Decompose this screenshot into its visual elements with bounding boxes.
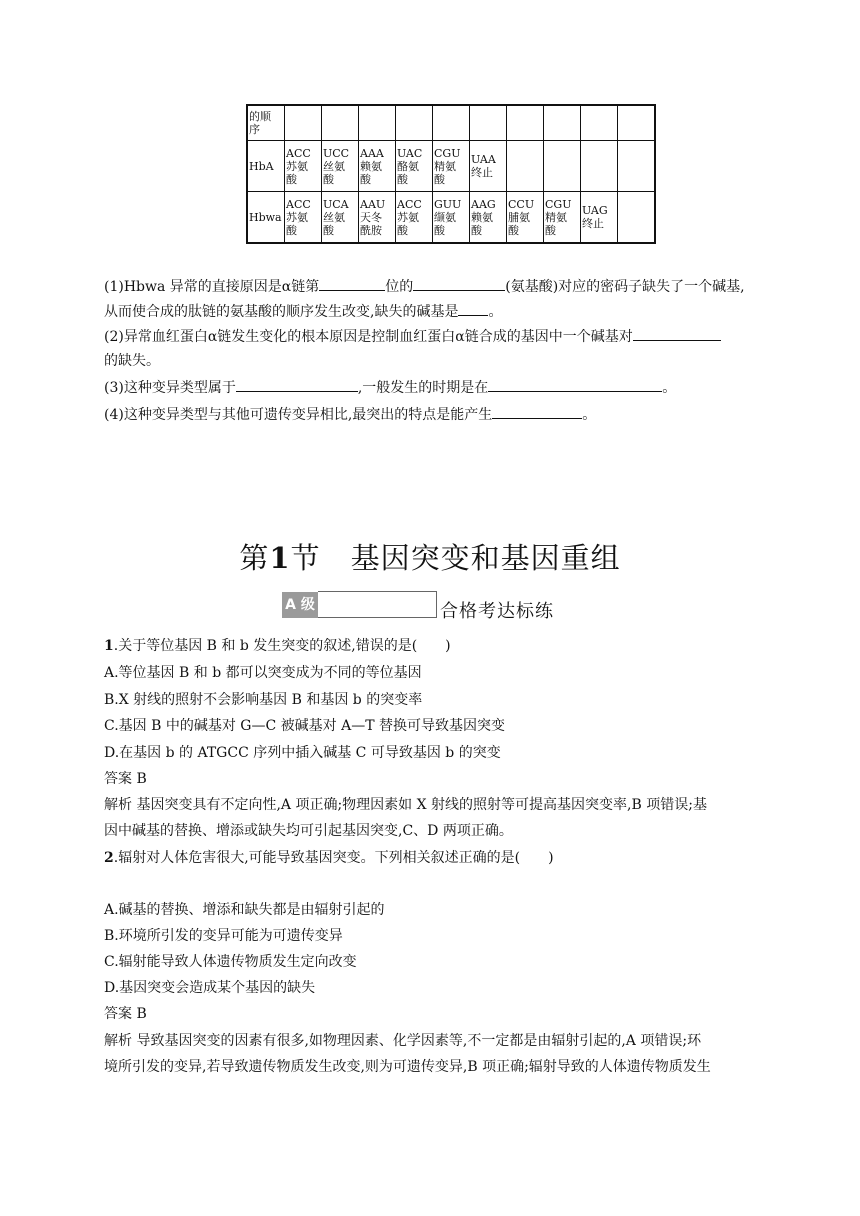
row-label: Hbwa bbox=[247, 192, 285, 244]
table-cell bbox=[544, 141, 581, 192]
table-cell bbox=[581, 105, 618, 141]
q1-stem: 1.关于等位基因 B 和 b 发生突变的叙述,错误的是( ) bbox=[104, 638, 451, 654]
answer-blank[interactable] bbox=[458, 301, 488, 316]
q1-analysis-line-1: 解析 基因突变具有不定向性,A 项正确;物理因素如 X 射线的照射等可提高基因突变率,B 项错误;基 bbox=[104, 797, 707, 813]
table-cell bbox=[544, 105, 581, 141]
table-cell bbox=[507, 105, 544, 141]
table-cell bbox=[507, 141, 544, 192]
answer-blank[interactable] bbox=[236, 377, 358, 392]
question-2-line-2: 的缺失。 bbox=[104, 353, 160, 369]
table-cell: ACC 苏氨 酸 bbox=[396, 192, 433, 244]
q2-analysis-line-1: 解析 导致基因突变的因素有很多,如物理因素、化学因素等,不一定都是由辐射引起的,A 项错误;环 bbox=[104, 1033, 702, 1049]
table-cell bbox=[433, 105, 470, 141]
table-cell bbox=[581, 141, 618, 192]
answer-blank[interactable] bbox=[319, 276, 385, 291]
question-2-line-1: (2)异常血红蛋白α链发生变化的根本原因是控制血红蛋白α链合成的基因中一个碱基对 bbox=[104, 326, 721, 347]
table-cell: ACC 苏氨 酸 bbox=[285, 141, 322, 192]
q2-option-a: A.碱基的替换、增添和缺失都是由辐射引起的 bbox=[104, 902, 385, 918]
table-row bbox=[247, 141, 655, 192]
table-cell: UAG 终止 bbox=[581, 192, 618, 244]
table-cell bbox=[618, 141, 656, 192]
table-cell bbox=[322, 105, 359, 141]
q1-option-b: B.X 射线的照射不会影响基因 B 和基因 b 的突变率 bbox=[104, 692, 423, 708]
q2-analysis-line-2: 境所引发的变异,若导致遗传物质发生改变,则为可遗传变异,B 项正确;辐射导致的人体遗传物质发生 bbox=[104, 1059, 711, 1075]
q1-option-a: A.等位基因 B 和 b 都可以突变成为不同的等位基因 bbox=[104, 665, 422, 681]
table-cell: CGU 精氨 酸 bbox=[433, 141, 470, 192]
q1-answer: 答案 B bbox=[104, 771, 147, 787]
question-4: (4)这种变异类型与其他可遗传变异相比,最突出的特点是能产生 。 bbox=[104, 404, 596, 425]
table-cell: UCA 丝氨 酸 bbox=[322, 192, 359, 244]
question-3: (3)这种变异类型属于 ,一般发生的时期是在 。 bbox=[104, 377, 676, 398]
table-cell bbox=[396, 105, 433, 141]
table-cell: CCU 脯氨 酸 bbox=[507, 192, 544, 244]
level-bar bbox=[318, 591, 437, 618]
q1-option-d: D.在基因 b 的 ATGCC 序列中插入碱基 C 可导致基因 b 的突变 bbox=[104, 745, 501, 761]
table-row bbox=[247, 192, 655, 244]
q2-option-d: D.基因突变会造成某个基因的缺失 bbox=[104, 980, 316, 996]
codon-table bbox=[246, 104, 656, 244]
table-cell: AAG 赖氨 酸 bbox=[470, 192, 507, 244]
table-cell: UAC 酪氨 酸 bbox=[396, 141, 433, 192]
level-title: 合格考达标练 bbox=[440, 601, 554, 622]
table-cell: CGU 精氨 酸 bbox=[544, 192, 581, 244]
table-cell: 的顺 序 bbox=[247, 105, 285, 141]
question-1-line-1: (1)Hbwa 异常的直接原因是α链第 位的 (氨基酸)对应的密码子缺失了一个碱基, bbox=[104, 276, 745, 297]
table-cell: UCC 丝氨 酸 bbox=[322, 141, 359, 192]
table-cell: AAU 天冬 酰胺 bbox=[359, 192, 396, 244]
table-cell bbox=[359, 105, 396, 141]
answer-blank[interactable] bbox=[492, 404, 582, 419]
q2-stem: 2.辐射对人体危害很大,可能导致基因突变。下列相关叙述正确的是( ) bbox=[104, 850, 554, 866]
question-1-line-2: 从而使合成的肽链的氨基酸的顺序发生改变,缺失的碱基是 。 bbox=[104, 301, 502, 322]
q2-answer: 答案 B bbox=[104, 1006, 147, 1022]
q1-analysis-line-2: 因中碱基的替换、增添或缺失均可引起基因突变,C、D 两项正确。 bbox=[104, 823, 513, 839]
section-title: 第1节 基因突变和基因重组 bbox=[239, 541, 621, 575]
answer-blank[interactable] bbox=[413, 276, 505, 291]
q1-option-c: C.基因 B 中的碱基对 G—C 被碱基对 A—T 替换可导致基因突变 bbox=[104, 718, 505, 734]
table-cell bbox=[285, 105, 322, 141]
answer-blank[interactable] bbox=[488, 377, 662, 392]
q2-option-b: B.环境所引发的变异可能为可遗传变异 bbox=[104, 928, 343, 944]
table-cell: GUU 缬氨 酸 bbox=[433, 192, 470, 244]
table-cell: ACC 苏氨 酸 bbox=[285, 192, 322, 244]
table-row bbox=[247, 105, 655, 141]
table-cell: UAA 终止 bbox=[470, 141, 507, 192]
answer-blank[interactable] bbox=[633, 326, 721, 341]
row-label: HbA bbox=[247, 141, 285, 192]
table-cell: AAA 赖氨 酸 bbox=[359, 141, 396, 192]
table-cell bbox=[470, 105, 507, 141]
q2-option-c: C.辐射能导致人体遗传物质发生定向改变 bbox=[104, 954, 357, 970]
level-badge: A 级 bbox=[282, 592, 318, 618]
